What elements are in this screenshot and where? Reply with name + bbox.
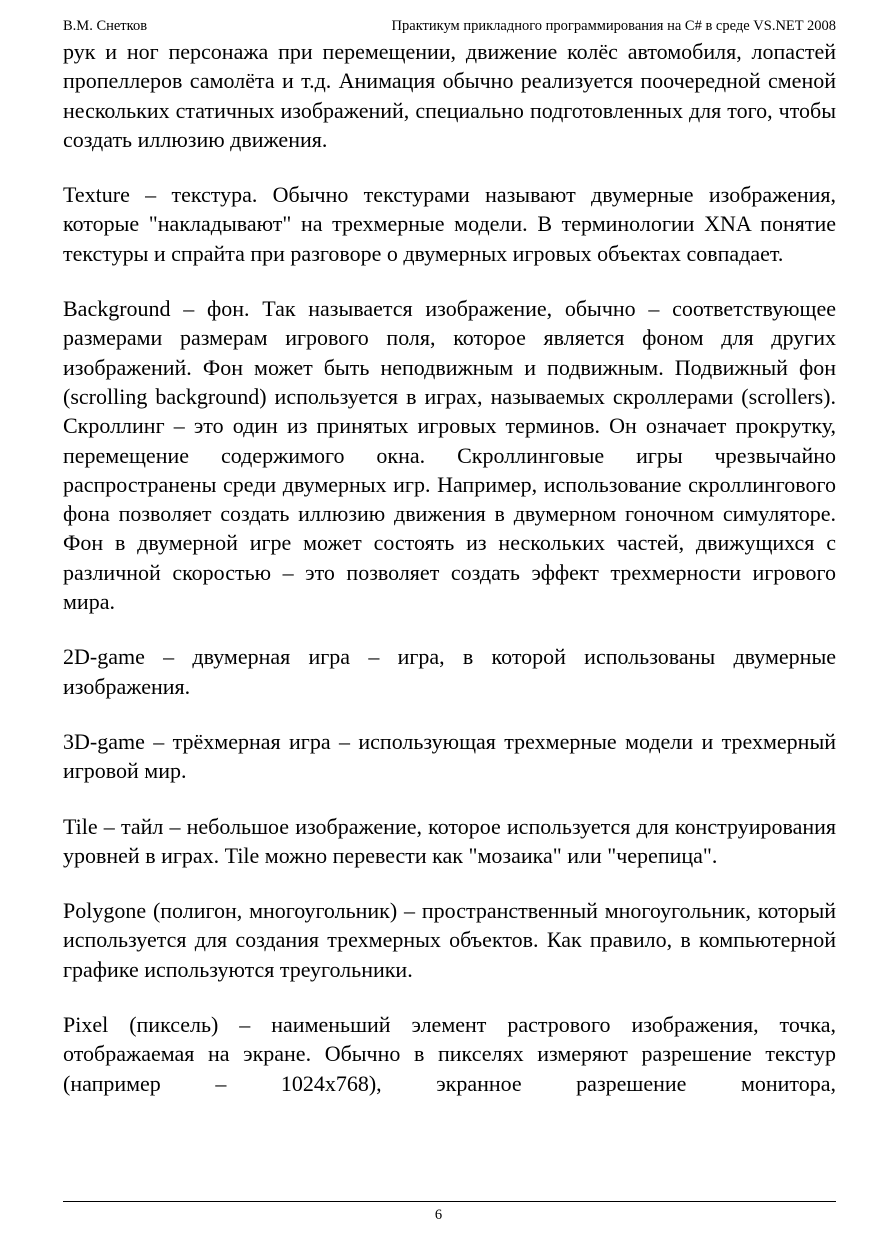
paragraph-polygone: Polygone (полигон, многоугольник) – пространственный многоугольник, который используется для создания трехмерных объектов. Как правило, в компьютерной графике используются треугольники.: [63, 898, 836, 982]
paragraph-3d-game: 3D-game – трёхмерная игра – использующая трехмерные модели и трехмерный игровой мир.: [63, 728, 836, 784]
page-body: [63, 37, 836, 1189]
paragraph-texture: Texture – текстура. Обычно текстурами называют двумерные изображения, которые "накладывают" на трехмерные модели. В терминологии XNA понятие текстуры и спрайта при разговоре о двумерных игровых объектах совпадает.: [63, 182, 836, 266]
page-number: 6: [434, 1207, 443, 1223]
header-book-title: Практикум прикладного программирования на C# в среде VS.NET 2008: [391, 18, 836, 34]
paragraph-pixel: Pixel (пиксель) – наименьший элемент растрового изображения, точка, отображаемая на экране. Обычно в пикселях измеряют разрешение текстур (например – 1024x768), экранное разрешение монитора,: [63, 1012, 836, 1096]
paragraph-2d-game: 2D-game – двумерная игра – игра, в которой использованы двумерные изображения.: [63, 644, 836, 699]
paragraph-animation-continued: рук и ног персонажа при перемещении, движение колёс автомобиля, лопастей пропеллеров самолёта и т.д. Анимация обычно реализуется поочередной сменой нескольких статичных изображений, специально подготовленных для того, чтобы создать иллюзию движения.: [63, 39, 836, 152]
paragraph-tile: Tile – тайл – небольшое изображение, которое используется для конструирования уровней в играх. Tile можно перевести как "мозаика" или "черепица".: [63, 813, 836, 868]
header-author: В.М. Снетков: [63, 18, 148, 34]
running-header: [63, 16, 836, 36]
paragraph-background: Background – фон. Так называется изображение, обычно – соответствующее размерами размерам игрового поля, которое является фоном для других изображений. Фон может быть неподвижным и подвижным. Подвижный фон (scrolling background) используется в играх, называемых скроллерами (scrollers). Скроллинг – это один из принятых игровых терминов. Он означает прокрутку, перемещение содержимого окна. Скроллинговые игры чрезвычайно распространены среди двумерных игр. Например, использование скроллингового фона позволяет создать иллюзию движения в двумерном гоночном симуляторе. Фон в двумерной игре может состоять из нескольких частей, движущихся с различной скоростью – это позволяет создать эффект трехмерности игрового мира.: [63, 296, 836, 615]
footer-divider: [63, 1201, 836, 1202]
